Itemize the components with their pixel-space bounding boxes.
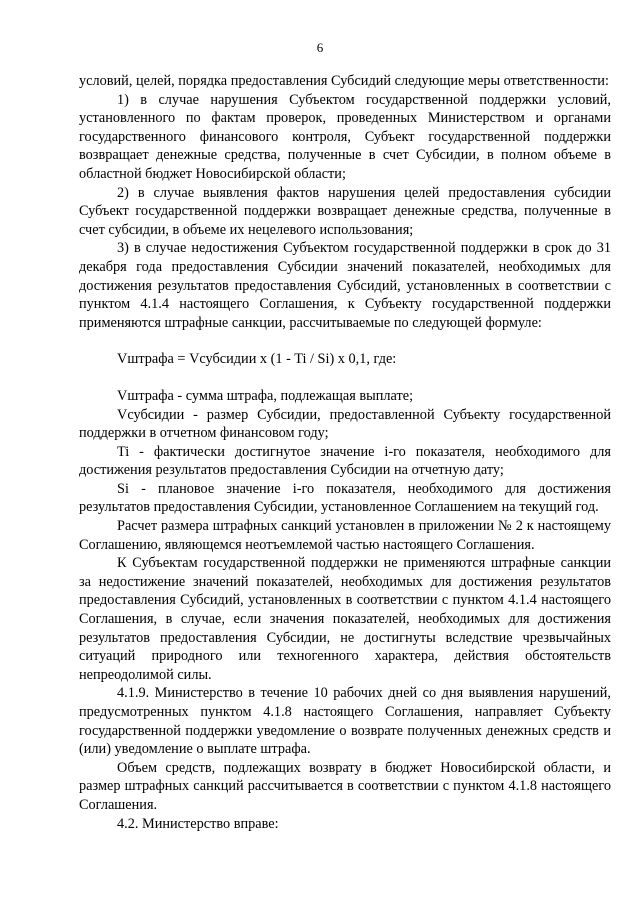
formula-definition-ti: Ti - фактически достигнутое значение i-го показателя, необходимого для достижения результатов предоставления Субсидии на отчетную дату;: [79, 443, 611, 479]
formula-definition-vsubsidy: Vсубсидии - размер Субсидии, предоставленной Субъекту государственной поддержки в отчетном финансовом году;: [79, 406, 611, 442]
paragraph-continuation: условий, целей, порядка предоставления Субсидий следующие меры ответственности:: [79, 73, 609, 89]
formula-definition-si: Si - плановое значение i-го показателя, необходимого для достижения результатов предоставления Субсидии, установленное Соглашением на текущий год.: [79, 480, 611, 516]
paragraph-penalty-calculation: Расчет размера штрафных санкций установлен в приложении № 2 к настоящему Соглашению, являющемся неотъемлемой частью настоящего Соглашения.: [79, 518, 611, 553]
paragraph-penalty-exemption: К Субъектам государственной поддержки не применяются штрафные санкции за недостижение значений показателей, необходимых для достижения результатов предоставления Субсидий, установленных в соответствии с пунктом 4.1.4 настоящего Соглашения, в случае, если значения показателей, необходимых для достижения результатов предоставления Субсидии, не достигнуты вследствие чрезвычайных ситуаций природного или техногенного характера, действия обстоятельств непреодолимой силы.: [79, 555, 611, 683]
paragraph-item-1: 1) в случае нарушения Субъектом государственной поддержки условий, установленного по фактам проверок, проведенных Министерством и органами государственного финансового контроля, Субъект государственной поддержки возвращает денежные средства, полученные в счет Субсидии, в полном объеме в областной бюджет Новосибирской области;: [79, 91, 611, 182]
penalty-formula: Vштрафа = Vсубсидии x (1 - Ti / Si) x 0,1, где:: [117, 351, 397, 368]
document-body: [79, 72, 611, 833]
paragraph-item-2: 2) в случае выявления фактов нарушения целей предоставления субсидии Субъект государственной поддержки возвращает денежные средства, полученные в счет субсидии, в объеме их нецелевого использования;: [79, 184, 611, 238]
page-number: 6: [316, 40, 324, 55]
paragraph-item-3: 3) в случае недостижения Субъектом государственной поддержки в срок до 31 декабря года предоставления Субсидии значений показателей, необходимых для достижения результатов предоставления Субсидий, установленных в соответствии с пунктом 4.1.4 настоящего Соглашения, к Субъекту государственной поддержки применяются штрафные санкции, рассчитываемые по следующей формуле:: [79, 240, 611, 331]
formula-definition-vpenalty: Vштрафа - сумма штрафа, подлежащая выплате;: [117, 387, 414, 404]
paragraph-clause-4-2: 4.2. Министерство вправе:: [117, 815, 279, 832]
paragraph-refund-amount: Объем средств, подлежащих возврату в бюджет Новосибирской области, и размер штрафных санкций рассчитывается в соответствии с пунктом 4.1.8 настоящего Соглашения.: [79, 759, 611, 813]
paragraph-clause-4-1-9: 4.1.9. Министерство в течение 10 рабочих дней со дня выявления нарушений, предусмотренных пунктом 4.1.8 настоящего Соглашения, направляет Субъекту государственной поддержки уведомление о возврате полученных денежных средств и (или) уведомление о выплате штрафа.: [79, 685, 611, 758]
